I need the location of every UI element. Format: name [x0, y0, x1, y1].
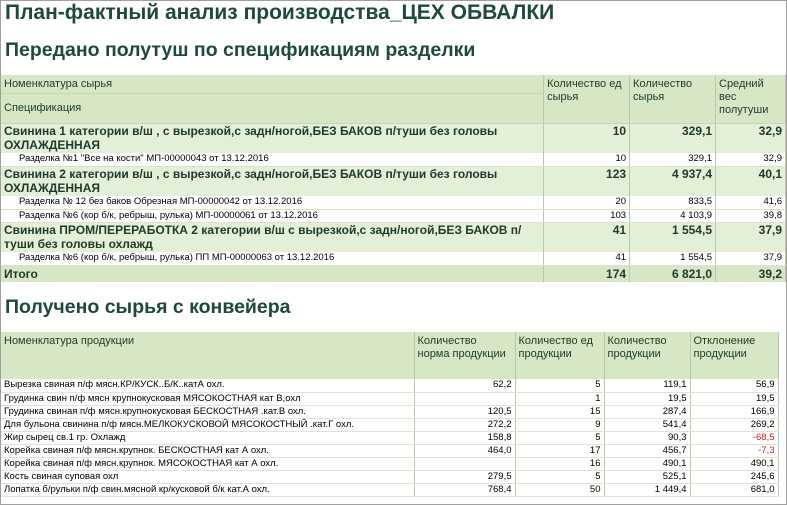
- cuts-table: [1, 75, 786, 282]
- product-units: 1: [515, 392, 604, 405]
- product-name: Вырезка свиная п/ф мясн.КР/КУСК..Б/К..катА охл.: [1, 379, 414, 392]
- spec-name: Разделка №6 (кор б/к, ребрыш, рулька) МП-00000061 от 13.12.2016: [1, 209, 544, 222]
- product-norm: 62,2: [414, 379, 515, 392]
- product-norm: 120,5: [414, 405, 515, 418]
- product-deviation: 681,0: [690, 483, 778, 496]
- spec-avg: 39,8: [716, 209, 786, 222]
- group-row: [1, 123, 786, 153]
- group-qty-raw: 1 554,5: [630, 222, 716, 252]
- total-label: Итого: [1, 265, 544, 282]
- product-deviation: 166,9: [690, 405, 778, 418]
- spec-row: [1, 196, 786, 209]
- spec-qty-raw: 1 554,5: [630, 252, 716, 265]
- product-qty: 541,4: [604, 418, 690, 431]
- product-row: [1, 379, 778, 392]
- product-qty: 490,1: [604, 457, 690, 470]
- spec-avg: 41,6: [716, 196, 786, 209]
- product-row: [1, 483, 778, 496]
- product-name: Кость свиная суповая охл: [1, 470, 414, 483]
- report-title: План-фактный анализ производства_ЦЕХ ОБВАЛКИ: [5, 1, 555, 24]
- product-row: [1, 392, 778, 405]
- product-name: Корейка свиная п/ф мясн.крупнок. МЯСОКОСТНАЯ кат А охл.: [1, 457, 414, 470]
- product-row: [1, 418, 778, 431]
- product-qty: 119,1: [604, 379, 690, 392]
- product-units: 5: [515, 379, 604, 392]
- header-qty-norm: Количество норма продукции: [414, 332, 515, 379]
- group-name: Свинина 2 категории в/ш , с вырезкой,с задн/ногой,БЕЗ БАКОВ п/туши без головы ОХЛАЖДЕННАЯ: [1, 166, 544, 196]
- spec-avg: 32,9: [716, 153, 786, 166]
- conveyor-table-header: [1, 332, 778, 379]
- product-norm: 279,5: [414, 470, 515, 483]
- group-name: Свинина 1 категории в/ш , с вырезкой,с задн/ногой,БЕЗ БАКОВ п/туши без головы ОХЛАЖДЕННАЯ: [1, 123, 544, 153]
- product-row: [1, 457, 778, 470]
- product-name: Для бульона свинина п/ф мясн.МЕЛКОКУСКОВОЙ МЯСОКОСТНЫЙ .кат.Г охл.: [1, 418, 414, 431]
- spec-row: [1, 209, 786, 222]
- product-name: Жир сырец св.1 гр. Охлажд: [1, 431, 414, 444]
- cuts-table-header: [1, 75, 786, 93]
- spec-qty-raw: 329,1: [630, 153, 716, 166]
- section1-title: Передано полутуш по спецификациям разделки: [5, 39, 476, 61]
- product-units: 9: [515, 418, 604, 431]
- total-qty-raw: 6 821,0: [630, 265, 716, 282]
- product-name: Корейка свиная п/ф мясн.крупнок. БЕСКОСТНАЯ кат А охл.: [1, 444, 414, 457]
- product-name: Грудинка свин п/ф мясн крупнокусковая МЯСОКОСТНАЯ кат В,охл: [1, 392, 414, 405]
- product-units: 15: [515, 405, 604, 418]
- product-units: 50: [515, 483, 604, 496]
- total-row: [1, 265, 786, 282]
- spec-qty-raw: 833,5: [630, 196, 716, 209]
- product-qty: 456,7: [604, 444, 690, 457]
- group-qty-units: 123: [544, 166, 630, 196]
- product-qty: 19,5: [604, 392, 690, 405]
- header-product-nomenclature: Номенклатура продукции: [1, 332, 414, 379]
- header-raw-nomenclature: Номенклатура сырья: [1, 75, 544, 93]
- product-units: 5: [515, 470, 604, 483]
- conveyor-table: [1, 332, 779, 497]
- header-qty-units: Количество ед сырья: [544, 75, 630, 123]
- product-qty: 1 449,4: [604, 483, 690, 496]
- header-deviation: Отклонение продукции: [690, 332, 778, 379]
- product-deviation: 19,5: [690, 392, 778, 405]
- product-deviation: 269,2: [690, 418, 778, 431]
- product-norm: [414, 457, 515, 470]
- section2-title: Получено сырья с конвейера: [5, 296, 291, 318]
- product-norm: 464,0: [414, 444, 515, 457]
- spec-row: [1, 153, 786, 166]
- total-qty-units: 174: [544, 265, 630, 282]
- spec-qty-units: 41: [544, 252, 630, 265]
- product-units: 16: [515, 457, 604, 470]
- group-qty-raw: 329,1: [630, 123, 716, 153]
- product-norm: [414, 392, 515, 405]
- group-avg: 40,1: [716, 166, 786, 196]
- group-avg: 37,9: [716, 222, 786, 252]
- product-qty: 90,3: [604, 431, 690, 444]
- header-specification: Спецификация: [1, 93, 544, 123]
- spec-name: Разделка №1 "Все на кости" МП-00000043 от 13.12.2016: [1, 153, 544, 166]
- product-units: 5: [515, 431, 604, 444]
- group-qty-units: 41: [544, 222, 630, 252]
- product-row: [1, 470, 778, 483]
- total-avg: 39,2: [716, 265, 786, 282]
- group-row: [1, 222, 786, 252]
- product-qty: 287,4: [604, 405, 690, 418]
- spec-qty-units: 10: [544, 153, 630, 166]
- header-avg-weight: Средний вес полутуши: [716, 75, 786, 123]
- product-deviation: 56,9: [690, 379, 778, 392]
- product-norm: 768,4: [414, 483, 515, 496]
- header-qty-units: Количество ед продукции: [515, 332, 604, 379]
- group-qty-units: 10: [544, 123, 630, 153]
- header-qty-product: Количество продукции: [604, 332, 690, 379]
- spec-qty-units: 20: [544, 196, 630, 209]
- product-units: 17: [515, 444, 604, 457]
- product-name: Лопатка б/рульки п/ф свин.мясной кр/кусковой б/к кат.А охл.: [1, 483, 414, 496]
- spec-row: [1, 252, 786, 265]
- group-avg: 32,9: [716, 123, 786, 153]
- product-qty: 525,1: [604, 470, 690, 483]
- spec-qty-units: 103: [544, 209, 630, 222]
- product-deviation: -68,5: [690, 431, 778, 444]
- group-name: Свинина ПРОМ/ПЕРЕРАБОТКА 2 категории в/ш с вырезкой,с задн/ногой,БЕЗ БАКОВ п/туши без головы охлажд: [1, 222, 544, 252]
- product-norm: 158,8: [414, 431, 515, 444]
- header-qty-raw: Количество сырья: [630, 75, 716, 123]
- spec-qty-raw: 4 103,9: [630, 209, 716, 222]
- group-row: [1, 166, 786, 196]
- spec-name: Разделка №6 (кор б/к, ребрыш, рулька) ПП МП-00000063 от 13.12.2016: [1, 252, 544, 265]
- spec-name: Разделка № 12 без баков Обрезная МП-00000042 от 13.12.2016: [1, 196, 544, 209]
- product-name: Грудинка свиная п/ф мясн.крупнокусковая БЕСКОСТНАЯ .кат.В охл.: [1, 405, 414, 418]
- product-deviation: 490,1: [690, 457, 778, 470]
- group-qty-raw: 4 937,4: [630, 166, 716, 196]
- product-row: [1, 431, 778, 444]
- product-row: [1, 405, 778, 418]
- product-deviation: 245,6: [690, 470, 778, 483]
- product-deviation: -7,3: [690, 444, 778, 457]
- product-row: [1, 444, 778, 457]
- product-norm: 272,2: [414, 418, 515, 431]
- spec-avg: 37,9: [716, 252, 786, 265]
